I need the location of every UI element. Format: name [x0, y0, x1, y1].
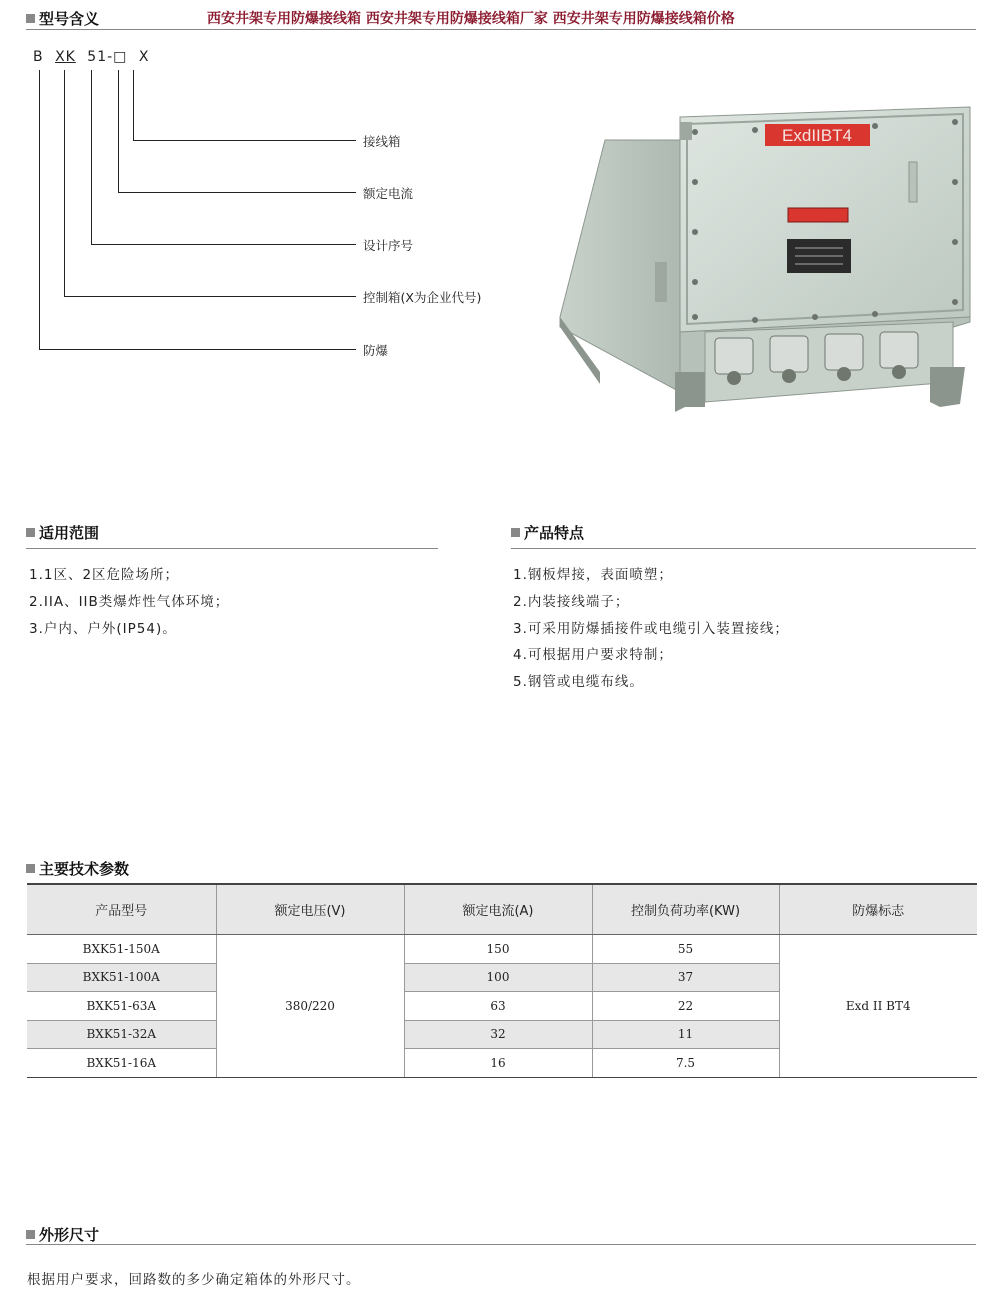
square-bullet-icon	[26, 1230, 35, 1239]
square-bullet-icon	[511, 528, 520, 537]
cell-model: BXK51-16A	[27, 1049, 216, 1078]
cell-current: 150	[404, 935, 592, 964]
scope-item: 1.1区、2区危险场所；	[29, 567, 180, 583]
table-header-row	[27, 884, 977, 935]
model-code	[33, 49, 149, 65]
section-title-params	[26, 858, 129, 879]
cell-current: 63	[404, 992, 592, 1021]
cell-current: 16	[404, 1049, 592, 1078]
header-model: 产品型号	[27, 884, 216, 935]
cell-model: BXK51-32A	[27, 1020, 216, 1049]
scope-item: 2.IIA、IIB类爆炸性气体环境；	[29, 594, 230, 610]
cell-power: 37	[592, 963, 779, 992]
square-bullet-icon	[26, 864, 35, 873]
cell-power: 55	[592, 935, 779, 964]
cell-current: 100	[404, 963, 592, 992]
nameplate-text: ExdIIBT4	[782, 126, 852, 145]
cell-power: 7.5	[592, 1049, 779, 1078]
features-divider	[511, 548, 976, 549]
legend-label-rated-current: 额定电流	[363, 186, 414, 201]
header-mark: 防爆标志	[779, 884, 977, 935]
header-power: 控制负荷功率(KW)	[592, 884, 779, 935]
section-title-text: 适用范围	[39, 524, 100, 542]
header-divider	[26, 29, 976, 30]
section-title-text: 产品特点	[524, 524, 585, 542]
square-bullet-icon	[26, 14, 35, 23]
product-photo	[555, 102, 980, 422]
feature-item: 5.钢管或电缆布线。	[513, 674, 644, 690]
cell-current: 32	[404, 1020, 592, 1049]
code-part-51: 51-	[87, 49, 114, 65]
legend-label-explosion-proof: 防爆	[363, 343, 389, 358]
scope-item: 3.户内、户外(IP54)。	[29, 621, 177, 637]
dimensions-text: 根据用户要求，回路数的多少确定箱体的外形尺寸。	[27, 1272, 361, 1288]
scope-divider	[26, 548, 438, 549]
section-title-text: 型号含义	[39, 10, 100, 28]
section-title-model-meaning	[26, 8, 99, 29]
table-row	[27, 935, 977, 964]
code-part-b: B	[33, 49, 44, 65]
cell-model: BXK51-100A	[27, 963, 216, 992]
code-part-box: □	[113, 49, 128, 65]
header-voltage: 额定电压(V)	[216, 884, 404, 935]
legend-label-junction-box: 接线箱	[363, 134, 401, 149]
cell-power: 22	[592, 992, 779, 1021]
feature-item: 4.可根据用户要求特制；	[513, 647, 673, 663]
cell-model: BXK51-63A	[86, 998, 157, 1013]
page-banner: 西安井架专用防爆接线箱 西安井架专用防爆接线箱厂家 西安井架专用防爆接线箱价格	[207, 11, 735, 27]
section-title-dimensions	[26, 1224, 99, 1245]
cell-model: BXK51-150A	[82, 941, 160, 956]
code-part-xk: XK	[55, 49, 76, 65]
feature-item: 1.钢板焊接，表面喷塑；	[513, 567, 673, 583]
cell-mark: Exd II BT4	[779, 935, 977, 1078]
feature-item: 3.可采用防爆插接件或电缆引入装置接线；	[513, 621, 789, 637]
square-bullet-icon	[26, 528, 35, 537]
cell-power: 11	[592, 1020, 779, 1049]
dimensions-divider	[26, 1244, 976, 1245]
section-title-text: 主要技术参数	[39, 860, 130, 878]
feature-item: 2.内装接线端子；	[513, 594, 630, 610]
section-title-features	[511, 522, 584, 543]
code-part-x: X	[138, 49, 150, 65]
header-current: 额定电流(A)	[404, 884, 592, 935]
params-table	[27, 883, 977, 1078]
legend-label-design-number: 设计序号	[363, 238, 414, 253]
legend-label-control-box: 控制箱(X为企业代号)	[363, 290, 482, 305]
section-title-scope	[26, 522, 99, 543]
cell-voltage: 380/220	[216, 935, 404, 1078]
section-title-text: 外形尺寸	[39, 1226, 100, 1244]
